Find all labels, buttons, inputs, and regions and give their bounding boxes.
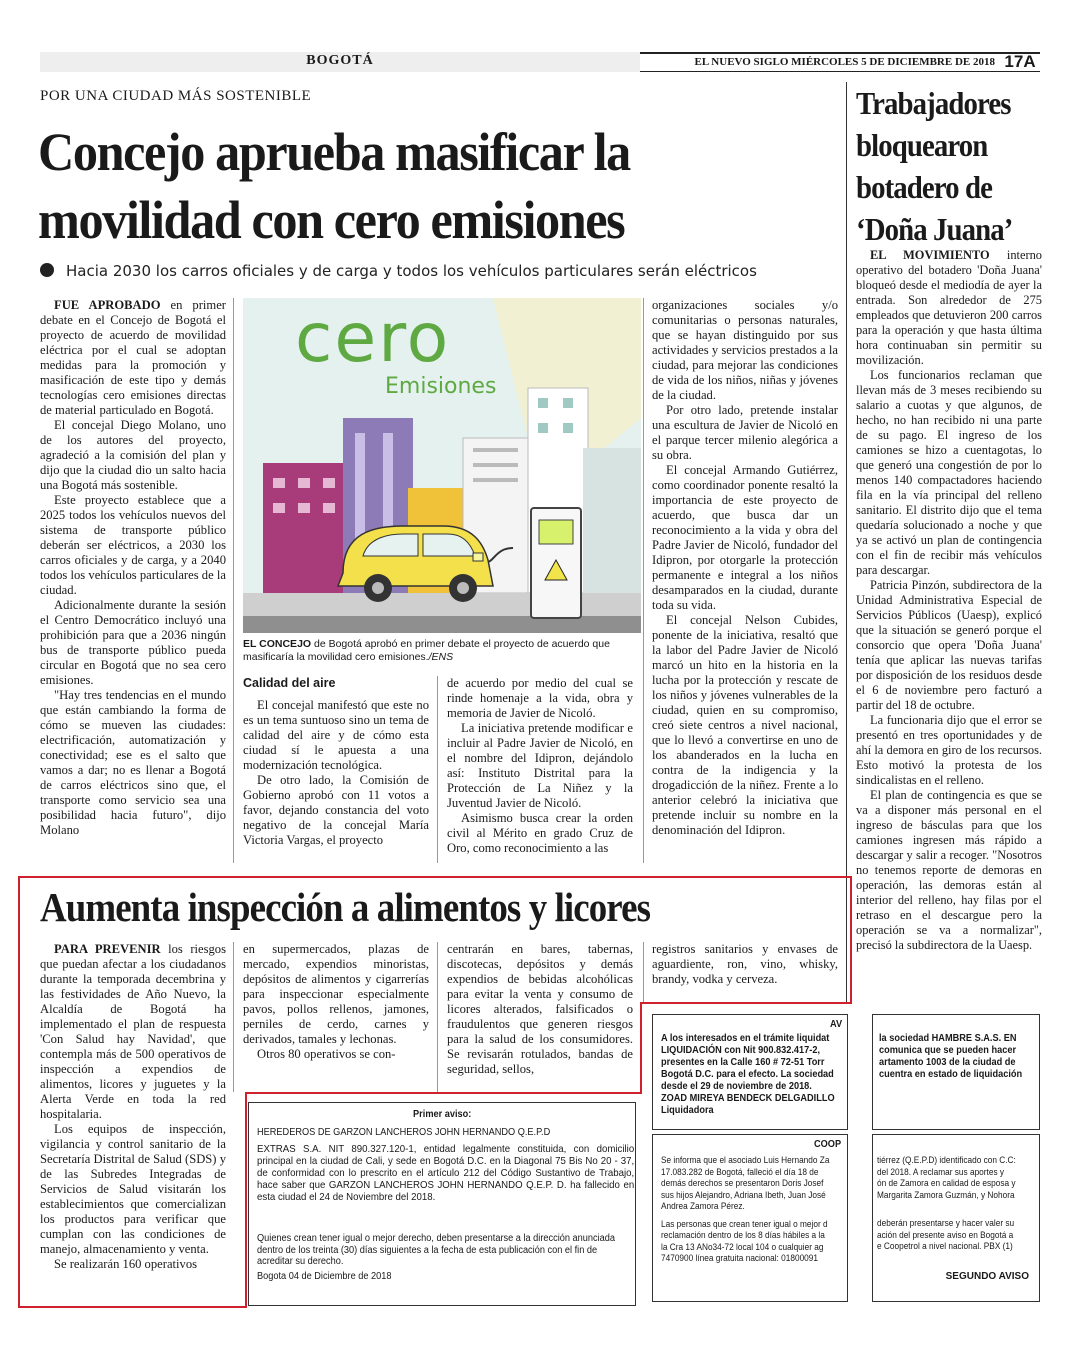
legal-notice-4: [652, 1134, 848, 1302]
notice-line: LIQUIDACIÓN con Nit 900.832.417-2,: [661, 1045, 821, 1056]
paragraph: en supermercados, plazas de mercado, expendios minoristas, depósitos de alimentos y cigarrerías para inspeccionar especialmente pavos, pollos rellenos, jamones, perniles de cerdo, carnes y derivados, tamales y lechonas.: [243, 942, 429, 1046]
paragraph: Este proyecto establece que a 2025 todos los vehículos nuevos del sistema de transporte público deberán ser eléctricos, a 2030 los carros oficiales y de carga, y a 2040 todos los vehículos particulares de la ciudad.: [40, 493, 226, 597]
paragraph: Por otro lado, pretende instalar una escultura de Javier de Nicoló en el parque tercer milenio alegórica a su obra.: [652, 403, 838, 462]
paragraph: El concejal manifestó que este no es un tema suntuoso sino un tema de calidad del aire y de cómo esta ciudad sí le apuesta a una modernización tecnológica.: [243, 698, 429, 772]
notice-line: cuentra en estado de liquidación: [879, 1069, 1023, 1080]
legal-notice-2: [872, 1014, 1040, 1130]
notice-line: Bogotá D.C. para el efecto. La sociedad: [661, 1069, 834, 1080]
notice-line: comunica que se pueden hacer: [879, 1045, 1017, 1056]
notice-line: Margarita Zamora Guzmán, y Nohora: [877, 1189, 1015, 1200]
paragraph: De otro lado, la Comisión de Gobierno aprobó con 11 votos a favor, dejando constancia del voto negativo de la concejal María Victoria Vargas, el proyecto: [243, 773, 429, 847]
boxed-column-3: [447, 942, 633, 1077]
paragraph: los riesgos que puedan afectar a los ciudadanos durante la temporada decembrina y las festividades de Año Nuevo, la Alcaldía de Bogotá ha implementado el plan de respuesta 'Con Salud hay Navidad', que contempla más de 500 operativos de inspección a expendios de alimentos, licores y juguetes y la Alerta Verde en toda la red hospitalaria.: [40, 942, 226, 1121]
column-rule: [437, 676, 438, 863]
lead-in: FUE APROBADO: [54, 298, 161, 312]
notice-line: del 2018. A reclamar sus aportes y: [877, 1166, 1005, 1177]
notice-line: e Coopetrol a nivel nacional. PBX (1): [877, 1241, 1013, 1251]
paragraph: Adicionalmente durante la sesión el Centro Democrático incluyó una prohibición para que a 2036 ningún bus de transporte público pueda circular en Bogotá que no sea cero emisiones.: [40, 598, 226, 687]
legal-notice-5: [872, 1134, 1040, 1302]
highlight-box-bottom: [18, 1306, 247, 1308]
notice-line: Andrea Zamora Pérez.: [661, 1201, 745, 1211]
column-rule: [233, 942, 234, 1092]
article-column-4: [652, 298, 838, 838]
notice-line: artamento 1003 de la ciudad de: [879, 1057, 1016, 1068]
kicker: POR UNA CIUDAD MÁS SOSTENIBLE: [40, 88, 312, 104]
column-rule: [643, 942, 644, 1002]
legal-notice-1: [652, 1014, 848, 1130]
paragraph: La funcionaria dijo que el error se presentó en tres oportunidades y de ahí la demora en giro de los recursos. Esto motivó la protesta de los sindicalistas en el relleno.: [856, 713, 1042, 787]
subhead: Calidad del aire: [243, 676, 336, 690]
notice-line: Liquidadora: [661, 1105, 714, 1116]
boxed-column-2: [243, 942, 429, 1062]
boxed-column-4: [652, 942, 838, 987]
highlight-box-step-top: [245, 1092, 642, 1094]
paragraph: Se realizarán 160 operativos: [54, 1257, 198, 1271]
article-column-3: [447, 676, 633, 856]
paragraph: Los funcionarios reclaman que llevan más de 3 meses recibiendo su salario a cuotas y que algunos, de hecho, no han recibido ni una parte de su pago. El ingreso de los camiones se hizo a cuentagotas, lo que generó una congestión de por lo menos 140 compactadores haciendo fila en la vía principal del relleno sanitario. El distrito dijo que el tema quedaría solucionado a noche y que ya se activó un plan de contingencia con el fin de recibir más vehículos para descargar.: [856, 368, 1042, 577]
paragraph: La iniciativa pretende modificar e incluir al Padre Javier de Nicoló, en el nombre del Idipron, dejándolo así: Instituto Distrital para la Protección de La Niñez y la Juventud Javier de Nicoló.: [447, 721, 633, 810]
paragraph: "Hay tres tendencias en el mundo que están cambiando la forma de cómo se mueven las ciudades: electrificación, automatización y conectividad; ese es el salto que vamos a dar; no es llenar a Bogotá de carros eléctricos sino que, el transporte como servicio sea una posibilidad hacia futuro", dijo Molano: [40, 688, 226, 837]
notice-heading: HEREDEROS DE GARZON LANCHEROS JOHN HERNANDO Q.E.P.D: [257, 1127, 551, 1138]
paragraph: interno operativo del botadero 'Doña Juana' bloqueó desde el mediodía de ayer la entrada. Son alrededor de 275 empleados que detuvieron 200 carros para la operación y que hasta última hora continuaban sin permitir su movilización.: [856, 248, 1042, 367]
highlight-box-step: [245, 1092, 247, 1308]
notice-date: Bogota 04 de Diciembre de 2018: [257, 1271, 392, 1282]
highlight-box-step-right: [640, 1002, 642, 1094]
paper-date-line: EL NUEVO SIGLO MIÉRCOLES 5 DE DICIEMBRE DE 2018: [694, 56, 995, 68]
paragraph: en primer debate en el Concejo de Bogotá el proyecto de acuerdo de movilidad eléctrica por el cual se adoptan medidas para la promoción y masificación de este tipo y demás tecnologías cero emisiones directas de material particulado en Bogotá.: [40, 298, 226, 417]
notice-body: EXTRAS S.A. NIT 890.327.120-1, entidad legalmente constituida, con domicilio principal en la ciudad de Cali, y sede en Bogotá D.C. en la Diagonal 75 Bis No 20 - 37, de conformidad con lo prescrito en el artículo 212 del Código Sustantivo de Trabajo, hace saber que GARZON LANCHEROS JOHN HERNANDO Q.E.P. D. ha fallecido en esta ciudad el 24 de Noviembre del 2018.: [257, 1143, 635, 1203]
paragraph: registros sanitarios y envases de aguardiente, ron, vino, whisky, brandy, vodka y cerveza.: [652, 942, 838, 986]
logo-subtitle: Emisiones: [385, 374, 497, 399]
notice-line: ón de Zamora en calidad de esposa y: [877, 1178, 1016, 1188]
article-column-2: [243, 698, 429, 848]
caption-text: de Bogotá aprobó en primer debate el proyecto de acuerdo que masificaría la movilidad cero emisiones.: [243, 638, 610, 663]
paragraph: Los equipos de inspección, vigilancia y control sanitario de la Secretaría Distrital de Salud (SDS) y de las Subredes Integradas de Servicios de Salud visitarán los establecimientos que comercializan los productos para verificar que cumplan con las condiciones de manejo, almacenamiento y venta.: [40, 1122, 226, 1256]
notice-line: A los interesados en el trámite liquidat: [661, 1033, 830, 1044]
figure-caption: [243, 638, 643, 664]
notice-line: 17.083.282 de Bogotá, falleció el día 18 de: [661, 1166, 819, 1177]
side-headline: Trabajadores bloquearon botadero de ‘Doña Juana’: [856, 85, 1013, 247]
legal-notice-3: [248, 1102, 636, 1306]
paragraph: centrarán en bares, tabernas, discotecas, depósitos y demás expendios de bebidas alcohólicas para evitar la venta y consumo de licores alterados, falsificados o fraudulentos que generen riesgos para la salud de los consumidores. Se revisarán rotulados, bandas de seguridad, sellos,: [447, 942, 633, 1076]
lead-in: PARA PREVENIR: [54, 942, 161, 956]
notice-line: Las personas que crean tener igual o mejor d: [661, 1218, 828, 1229]
notice-title: AV: [829, 1019, 842, 1030]
column-rule: [437, 942, 438, 1092]
lead-in: EL MOVIMIENTO: [870, 248, 990, 262]
notice-line: tiérrez (Q.E.P.D) identificado con C.C:: [877, 1155, 1016, 1165]
boxed-headline: Aumenta inspección a alimentos y licores: [40, 884, 651, 930]
summary-text: Hacia 2030 los carros oficiales y de carga y todos los vehículos particulares serán eléctricos: [66, 262, 757, 280]
notice-footer: SEGUNDO AVISO: [945, 1271, 1029, 1282]
summary: [40, 262, 840, 280]
notice-line: sus hijos Alejandro, Adriana Ibeth, Juan José: [661, 1189, 826, 1200]
notice-line: desde el 29 de noviembre de 2018.: [661, 1081, 812, 1092]
notice-line: presentes en la Calle 160 # 72-51 Torr: [661, 1057, 825, 1068]
side-rule: [846, 82, 847, 1002]
notice-line: ZOAD MIREYA BENDECK DELGADILLO: [661, 1093, 835, 1104]
notice-line: la Cra 13 ANo34-72 local 104 o cualquier ag: [661, 1241, 824, 1252]
caption-credit: /ENS: [428, 651, 454, 663]
paragraph: El concejal Armando Gutiérrez, como coordinador ponente resaltó la importancia de este proyecto de acuerdo, que busca dar un reconocimiento a la vida y obra del Padre Javier de Nicoló, fundador del Idipron, por otorgarle la protección permanente e integral a los niños desamparados en la ciudad, durante toda su vida.: [652, 463, 838, 612]
article-column-1: [40, 298, 226, 838]
bullet-icon: [40, 263, 54, 277]
article-illustration: [243, 298, 641, 633]
notice-line: deberán presentarse y hacer valer su: [877, 1218, 1015, 1228]
main-headline: Concejo aprueba masificar la movilidad con cero emisiones: [38, 122, 630, 250]
notice-line: Se informa que el asociado Luis Hernando Za: [661, 1155, 830, 1165]
notice-line: demás derechos se presentaron Doris Josef: [661, 1178, 824, 1188]
page-number: 17A: [1004, 52, 1036, 71]
paragraph: organizaciones sociales y/o comunitarias o personas naturales, que se hayan distinguido por sus actividades y servicios prestados a la ciudad, para mejorar las condiciones de vida de los niños, niñas y jóvenes de la ciudad.: [652, 298, 838, 402]
caption-lead: EL CONCEJO: [243, 638, 312, 650]
paragraph: de acuerdo por medio del cual se rinde homenaje a la vida, obra y memoria de Javier de Nicoló.: [447, 676, 633, 720]
paragraph: Asimismo busca crear la orden civil al Mérito en grado Cruz de Oro, como reconocimiento a las: [447, 811, 633, 855]
paragraph: Otros 80 operativos se con-: [257, 1047, 396, 1061]
section-label: BOGOTÁ: [40, 52, 640, 72]
notice-line: la sociedad HAMBRE S.A.S. EN: [879, 1033, 1017, 1044]
highlight-box-step-mid: [640, 1002, 852, 1004]
side-column: [856, 248, 1042, 953]
highlight-box-left: [18, 1002, 20, 1308]
notice-body: Quienes crean tener igual o mejor derecho, deben presentarse a la dirección anunciada dentro de los treinta (30) días siguientes a la fecha de esta publicación con el fin de acreditar su derecho.: [257, 1233, 616, 1267]
notice-line: ación del presente aviso en Bogotá a: [877, 1229, 1014, 1240]
paragraph: Patricia Pinzón, subdirectora de la Unidad Administrativa Especial de Servicios Públicos (Uaesp), explicó que la situación se generó porque el consorcio que opera 'Doña Juana' tenía que aplicar las nuevas tarifas por disposición de los residuos desde el 6 de noviembre pero facturó a partir del 18 de octubre.: [856, 578, 1042, 712]
notice-line: 7470900 línea gratuita nacional: 01800091: [661, 1253, 819, 1263]
column-rule: [233, 298, 234, 863]
notice-title: COOP: [813, 1139, 841, 1150]
notice-title: Primer aviso:: [413, 1109, 472, 1120]
notice-line: reclamación dentro de los 8 días hábiles a la: [661, 1230, 825, 1240]
paragraph: El concejal Diego Molano, uno de los autores del proyecto, agradeció a la comisión del plan y dijo que la ciudad dio un salto hacia una Bogotá más sostenible.: [40, 418, 226, 492]
paragraph: El plan de contingencia es que se va a disponer más personal en el ingreso de básculas para que los camiones ingresen más rápido a descargar y salir a recoger. "Nosotros no tenemos reporte de demoras en operación, las demoras están al interior del relleno, hay filas por el retraso en el descargue pero la operación se va a normalizar", precisó la subdirectora de la Uaesp.: [856, 788, 1042, 952]
highlight-box-right: [850, 876, 852, 1004]
boxed-column-1: [40, 942, 226, 1272]
column-rule: [643, 298, 644, 863]
logo-word: cero: [295, 299, 451, 378]
paragraph: El concejal Nelson Cubides, ponente de la iniciativa, resaltó que la labor del Padre Javier de Nicoló marcó un hito en la historia en la lucha por la protección y rescate de los niños y jóvenes vulnerables de la ciudad, quien en su compromiso, creó siete centros a nivel nacional, que lo llevó a convertirse en uno de los abanderados en la lucha en contra de la indigencia y la drogadicción de la niñez. Frente a lo anterior celebró la iniciativa que pretende incluir su nombre en la denominación del Idipron.: [652, 613, 838, 837]
